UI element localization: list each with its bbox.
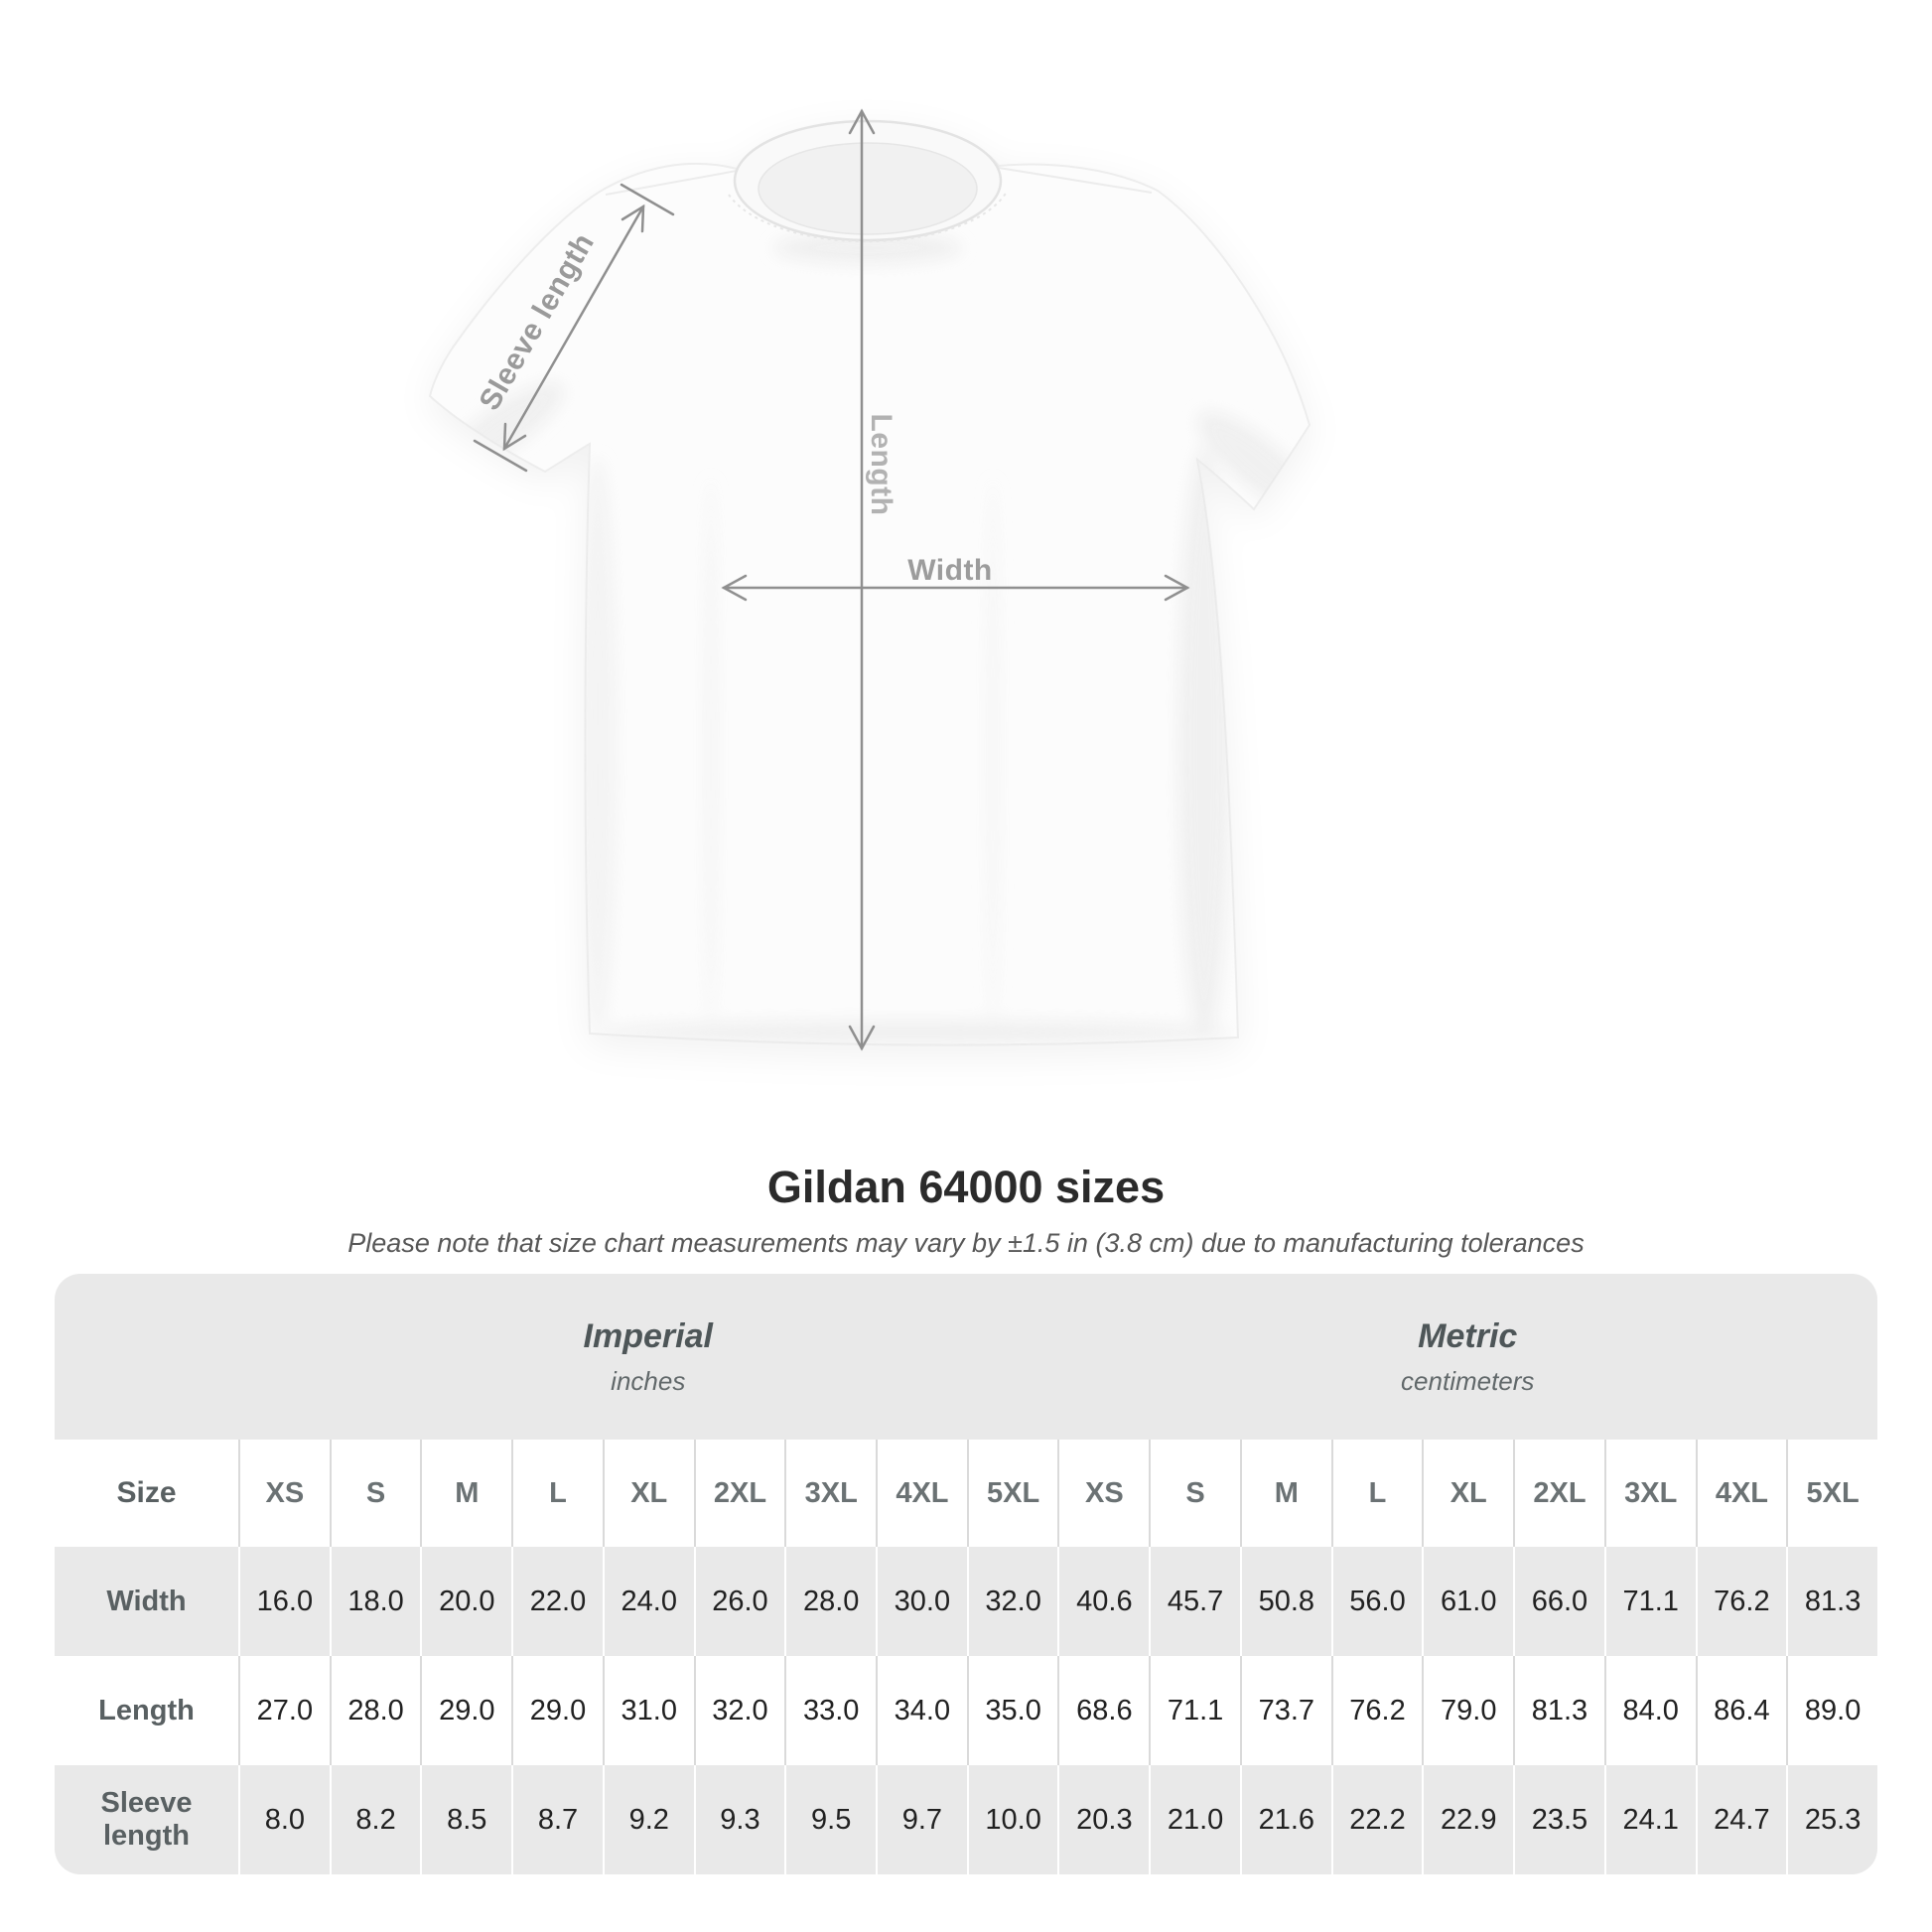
metric-value-cell: 68.6	[1057, 1656, 1149, 1765]
imperial-value-cell: 26.0	[694, 1547, 785, 1656]
dimension-annotations	[377, 60, 1350, 1082]
size-col-header: 3XL	[784, 1440, 876, 1547]
metric-value-cell: 81.3	[1786, 1547, 1877, 1656]
metric-value-cell: 45.7	[1149, 1547, 1240, 1656]
imperial-value-cell: 28.0	[330, 1656, 421, 1765]
metric-value-cell: 22.9	[1422, 1765, 1513, 1874]
imperial-value-cell: 35.0	[967, 1656, 1058, 1765]
metric-header-group	[1058, 1317, 1878, 1397]
measurement-row	[55, 1547, 1877, 1656]
metric-value-cell: 66.0	[1513, 1547, 1604, 1656]
size-col-header: 2XL	[694, 1440, 785, 1547]
size-col-header: XL	[603, 1440, 694, 1547]
metric-unit: centimeters	[1401, 1365, 1535, 1396]
metric-value-cell: 61.0	[1422, 1547, 1513, 1656]
metric-value-cell: 50.8	[1240, 1547, 1331, 1656]
imperial-value-cell: 8.2	[330, 1765, 421, 1874]
size-col-header: M	[1240, 1440, 1331, 1547]
size-table	[55, 1274, 1877, 1874]
measurement-row	[55, 1765, 1877, 1874]
imperial-value-cell: 20.0	[420, 1547, 511, 1656]
size-col-header: 2XL	[1513, 1440, 1604, 1547]
sleeve-length-label: Sleeve length	[473, 227, 602, 417]
imperial-value-cell: 34.0	[876, 1656, 967, 1765]
imperial-value-cell: 9.2	[603, 1765, 694, 1874]
size-col-header: 4XL	[1696, 1440, 1787, 1547]
imperial-value-cell: 9.3	[694, 1765, 785, 1874]
size-col-header: XS	[238, 1440, 330, 1547]
size-col-header: L	[1331, 1440, 1423, 1547]
length-arrow	[850, 111, 874, 1048]
metric-value-cell: 56.0	[1331, 1547, 1423, 1656]
size-col-header: 3XL	[1604, 1440, 1696, 1547]
metric-value-cell: 76.2	[1696, 1547, 1787, 1656]
imperial-value-cell: 32.0	[694, 1656, 785, 1765]
imperial-value-cell: 31.0	[603, 1656, 694, 1765]
size-col-header: S	[330, 1440, 421, 1547]
imperial-value-cell: 8.5	[420, 1765, 511, 1874]
imperial-unit: inches	[611, 1365, 686, 1396]
metric-value-cell: 89.0	[1786, 1656, 1877, 1765]
metric-value-cell: 71.1	[1149, 1656, 1240, 1765]
imperial-value-cell: 9.7	[876, 1765, 967, 1874]
metric-value-cell: 21.6	[1240, 1765, 1331, 1874]
width-label: Width	[907, 554, 993, 587]
size-row-label: Size	[116, 1476, 177, 1509]
metric-value-cell: 24.1	[1604, 1765, 1696, 1874]
imperial-value-cell: 29.0	[511, 1656, 603, 1765]
size-col-header: XL	[1422, 1440, 1513, 1547]
size-header-row	[55, 1440, 1877, 1547]
row-label: Width	[106, 1585, 187, 1617]
metric-value-cell: 40.6	[1057, 1547, 1149, 1656]
imperial-header: Imperial	[583, 1316, 713, 1355]
imperial-value-cell: 8.7	[511, 1765, 603, 1874]
row-label: Length	[98, 1694, 195, 1726]
metric-value-cell: 79.0	[1422, 1656, 1513, 1765]
length-label: Length	[865, 413, 897, 516]
metric-value-cell: 21.0	[1149, 1765, 1240, 1874]
imperial-value-cell: 33.0	[784, 1656, 876, 1765]
size-col-header: S	[1149, 1440, 1240, 1547]
size-col-header: 5XL	[967, 1440, 1058, 1547]
imperial-value-cell: 8.0	[238, 1765, 330, 1874]
metric-value-cell: 81.3	[1513, 1656, 1604, 1765]
page-title: Gildan 64000 sizes	[766, 1162, 1166, 1213]
row-label: Sleeve length	[100, 1787, 193, 1852]
imperial-value-cell: 28.0	[784, 1547, 876, 1656]
imperial-value-cell: 22.0	[511, 1547, 603, 1656]
metric-value-cell: 86.4	[1696, 1656, 1787, 1765]
metric-value-cell: 84.0	[1604, 1656, 1696, 1765]
imperial-value-cell: 27.0	[238, 1656, 330, 1765]
imperial-value-cell: 30.0	[876, 1547, 967, 1656]
imperial-value-cell: 10.0	[967, 1765, 1058, 1874]
metric-value-cell: 25.3	[1786, 1765, 1877, 1874]
metric-value-cell: 76.2	[1331, 1656, 1423, 1765]
metric-value-cell: 23.5	[1513, 1765, 1604, 1874]
imperial-value-cell: 9.5	[784, 1765, 876, 1874]
size-col-header: 5XL	[1786, 1440, 1877, 1547]
metric-header: Metric	[1418, 1316, 1518, 1355]
imperial-value-cell: 24.0	[603, 1547, 694, 1656]
imperial-value-cell: 29.0	[420, 1656, 511, 1765]
imperial-value-cell: 18.0	[330, 1547, 421, 1656]
metric-value-cell: 71.1	[1604, 1547, 1696, 1656]
measurement-row	[55, 1656, 1877, 1765]
size-col-header: L	[511, 1440, 603, 1547]
metric-value-cell: 20.3	[1057, 1765, 1149, 1874]
tolerance-note: Please note that size chart measurements may vary by ±1.5 in (3.8 cm) due to manufacturing tolerances	[347, 1228, 1585, 1258]
unit-header-band	[55, 1274, 1877, 1440]
sleeve-length-arrow	[475, 185, 673, 471]
shirt-diagram	[377, 60, 1350, 1082]
imperial-value-cell: 32.0	[967, 1547, 1058, 1656]
metric-value-cell: 22.2	[1331, 1765, 1423, 1874]
metric-value-cell: 24.7	[1696, 1765, 1787, 1874]
size-col-header: M	[420, 1440, 511, 1547]
size-col-header: XS	[1057, 1440, 1149, 1547]
metric-value-cell: 73.7	[1240, 1656, 1331, 1765]
imperial-value-cell: 16.0	[238, 1547, 330, 1656]
size-col-header: 4XL	[876, 1440, 967, 1547]
imperial-header-group	[238, 1317, 1058, 1397]
